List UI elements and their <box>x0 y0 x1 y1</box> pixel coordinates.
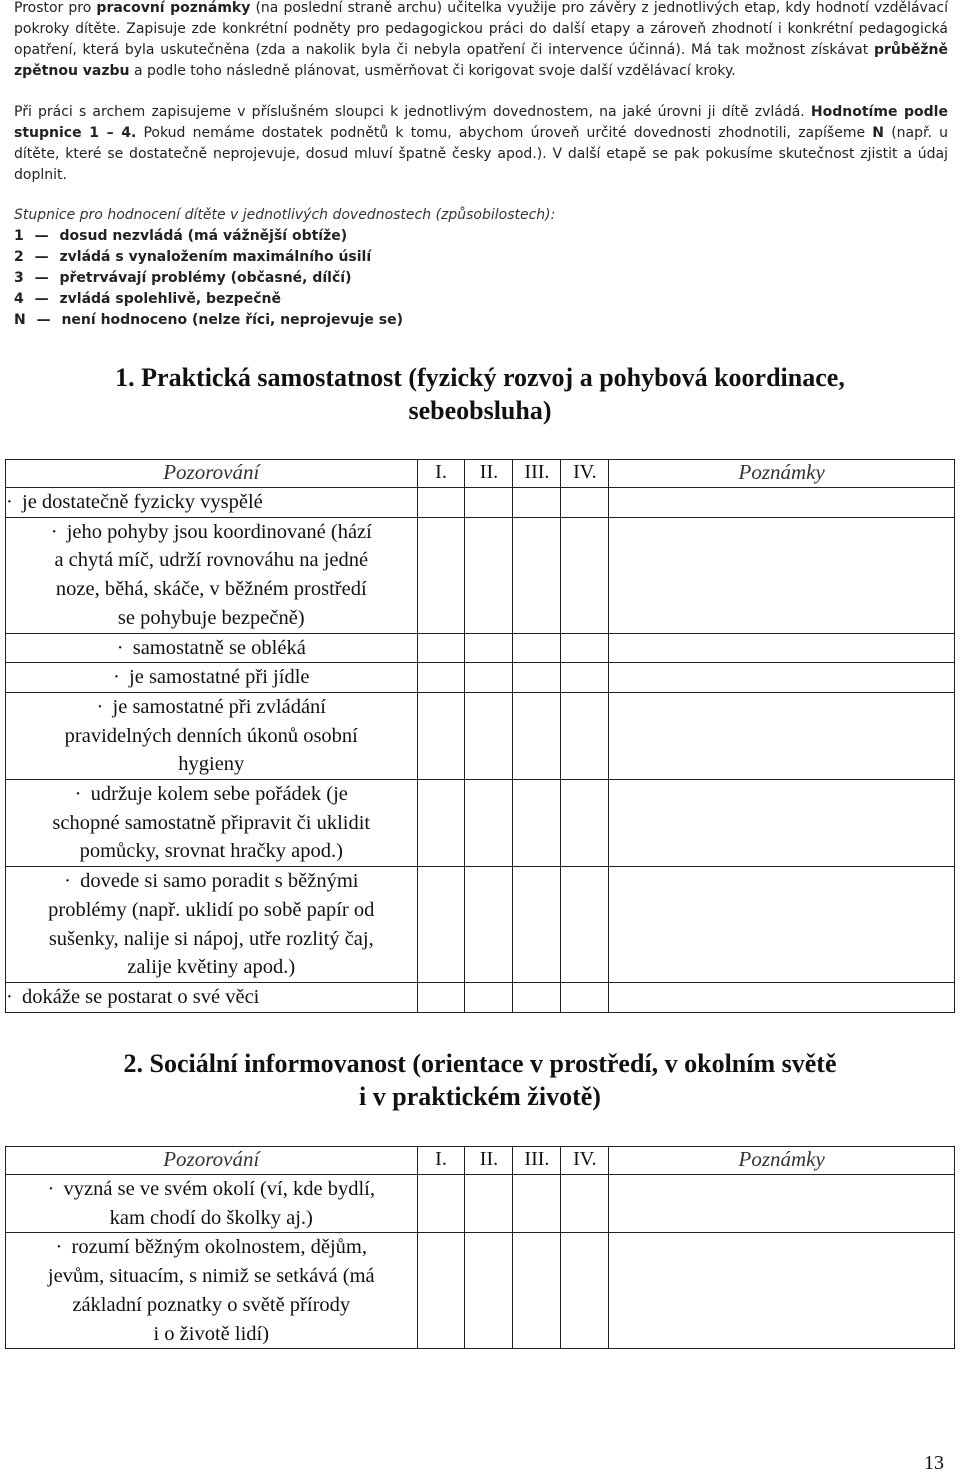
observation-line: se pohybuje bezpečně) <box>117 606 305 629</box>
observation-table-2 <box>5 1146 955 1349</box>
notes-cell[interactable] <box>609 517 955 633</box>
stage-3-cell[interactable] <box>513 780 561 867</box>
observation-cell <box>6 488 418 518</box>
header-stage-2: II. <box>465 1147 513 1175</box>
notes-cell[interactable] <box>609 982 955 1012</box>
table-row <box>6 780 955 867</box>
observation-line: noze, běhá, skáče, v běžném prostředí <box>55 578 367 601</box>
stage-4-cell[interactable] <box>561 692 609 779</box>
stage-1-cell[interactable] <box>417 663 465 693</box>
observation-cell <box>6 663 418 693</box>
intro-paragraph-notes <box>14 0 948 82</box>
stage-3-cell[interactable] <box>513 867 561 983</box>
observation-line: · jeho pohyby jsou koordinované (hází <box>6 518 417 547</box>
stage-1-cell[interactable] <box>417 692 465 779</box>
stage-4-cell[interactable] <box>561 517 609 633</box>
notes-cell[interactable] <box>609 663 955 693</box>
bullet-icon: · <box>96 695 104 718</box>
observation-cell <box>6 780 418 867</box>
bullet-icon: · <box>116 636 124 659</box>
intro-text: Pokud nemáme dostatek podnětů k tomu, abychom úroveň určité dovednosti zhodnotili, zapíšeme <box>136 125 873 141</box>
table-header-row <box>6 1147 955 1175</box>
bullet-icon: · <box>6 985 13 1008</box>
stage-4-cell[interactable] <box>561 1233 609 1349</box>
stage-3-cell[interactable] <box>513 517 561 633</box>
observation-cell <box>6 1233 418 1349</box>
observation-line: kam chodí do školky aj.) <box>109 1206 313 1229</box>
stage-1-cell[interactable] <box>417 1175 465 1233</box>
header-stage-3: III. <box>513 460 561 488</box>
section-2-title: 2. Sociální informovanost (orientace v prostředí, v okolním světě i v praktickém životě) <box>123 1049 837 1111</box>
table-row <box>6 663 955 693</box>
observation-cell <box>6 867 418 983</box>
stage-3-cell[interactable] <box>513 1175 561 1233</box>
stage-2-cell[interactable] <box>465 982 513 1012</box>
observation-line: pravidelných denních úkonů osobní <box>64 724 358 747</box>
intro-text: a podle toho následně plánovat, usměrňovat či korigovat svoje další vzdělávací kroky. <box>129 63 736 79</box>
table-row <box>6 633 955 663</box>
rating-scale <box>14 205 948 331</box>
observation-line: · je dostatečně fyzicky vyspělé <box>6 488 417 517</box>
scale-item: 3 — přetrvávají problémy (občasné, dílčí) <box>14 270 352 286</box>
stage-4-cell[interactable] <box>561 633 609 663</box>
stage-1-cell[interactable] <box>417 867 465 983</box>
bullet-icon: · <box>47 1178 55 1200</box>
stage-2-cell[interactable] <box>465 1175 513 1233</box>
bullet-icon: · <box>74 783 82 806</box>
observation-line: · je samostatné při jídle <box>6 663 417 692</box>
scale-item: 1 — dosud nezvládá (má vážnější obtíže) <box>14 228 348 244</box>
stage-2-cell[interactable] <box>465 780 513 867</box>
observation-line: pomůcky, srovnat hračky apod.) <box>79 840 343 863</box>
table-row <box>6 1175 955 1233</box>
table-row <box>6 1233 955 1349</box>
stage-1-cell[interactable] <box>417 982 465 1012</box>
bullet-icon: · <box>64 870 71 893</box>
header-stage-3: III. <box>513 1147 561 1175</box>
table-row <box>6 517 955 633</box>
stage-3-cell[interactable] <box>513 488 561 518</box>
header-stage-2: II. <box>465 460 513 488</box>
page-number: 13 <box>924 1452 944 1474</box>
observation-line: · dovede si samo poradit s běžnými <box>6 867 417 896</box>
observation-cell <box>6 633 418 663</box>
bullet-icon: · <box>55 1236 63 1259</box>
observation-line: hygieny <box>178 753 245 776</box>
stage-4-cell[interactable] <box>561 982 609 1012</box>
intro-bold: N <box>872 125 884 141</box>
observation-line: jevům, situacím, s nimiž se setkává (má <box>47 1265 375 1288</box>
stage-4-cell[interactable] <box>561 780 609 867</box>
table-row <box>6 982 955 1012</box>
observation-cell <box>6 1175 418 1233</box>
bullet-icon: · <box>113 666 120 689</box>
observation-table-1 <box>5 459 955 1013</box>
notes-cell[interactable] <box>609 867 955 983</box>
stage-2-cell[interactable] <box>465 663 513 693</box>
observation-line: · rozumí běžným okolnostem, dějům, <box>6 1233 417 1262</box>
table-row <box>6 692 955 779</box>
table-row <box>6 488 955 518</box>
bullet-icon: · <box>50 520 58 543</box>
notes-cell[interactable] <box>609 1175 955 1233</box>
intro-text: (na poslední straně archu) učitelka využije pro závěry z jednotlivých etap, kdy hodnotí vzdělávací pokroky dítěte. Zapisuje zde konkrétní podněty pro pedagogickou práci do další etapy a zároveň zhodnotí i konkrétní pedagogická opatření, která byla uskutečněna (zda a nakolik byla či nebyla opatření či intervence účinná). Má tak možnost získávat <box>14 0 948 58</box>
stage-2-cell[interactable] <box>465 517 513 633</box>
header-stage-1: I. <box>417 460 465 488</box>
observation-line: sušenky, nalije si nápoj, utře rozlitý čaj, <box>48 927 374 950</box>
header-observation: Pozorování <box>6 460 418 488</box>
stage-3-cell[interactable] <box>513 692 561 779</box>
stage-2-cell[interactable] <box>465 1233 513 1349</box>
stage-1-cell[interactable] <box>417 780 465 867</box>
stage-1-cell[interactable] <box>417 633 465 663</box>
stage-3-cell[interactable] <box>513 663 561 693</box>
intro-bold: Hodnotíme podle stupnice 1 – 4. <box>14 104 948 141</box>
stage-1-cell[interactable] <box>417 488 465 518</box>
bullet-icon: · <box>6 491 13 513</box>
observation-line: základní poznatky o světě přírody <box>72 1293 351 1316</box>
table-row <box>6 867 955 983</box>
observation-cell <box>6 692 418 779</box>
header-stage-1: I. <box>417 1147 465 1175</box>
notes-cell[interactable] <box>609 692 955 779</box>
header-notes: Poznámky <box>609 460 955 488</box>
notes-cell[interactable] <box>609 633 955 663</box>
stage-3-cell[interactable] <box>513 1233 561 1349</box>
intro-bold: průběžně zpětnou vazbu <box>14 42 948 79</box>
header-stage-4: IV. <box>561 1147 609 1175</box>
observation-line: · samostatně se obléká <box>6 634 417 663</box>
stage-4-cell[interactable] <box>561 1175 609 1233</box>
stage-2-cell[interactable] <box>465 633 513 663</box>
stage-4-cell[interactable] <box>561 488 609 518</box>
intro-text: Při práci s archem zapisujeme v příslušném sloupci k jednotlivým dovednostem, na jaké úrovni ji dítě zvládá. <box>14 104 811 120</box>
stage-1-cell[interactable] <box>417 1233 465 1349</box>
header-observation: Pozorování <box>6 1147 418 1175</box>
stage-2-cell[interactable] <box>465 488 513 518</box>
observation-cell <box>6 517 418 633</box>
intro-text: Prostor pro <box>14 0 97 16</box>
observation-line: problémy (např. uklidí po sobě papír od <box>48 898 375 921</box>
observation-line: schopné samostatně připravit či uklidit <box>52 811 371 834</box>
observation-line: i o životě lidí) <box>153 1322 270 1345</box>
intro-paragraph-evaluation <box>14 102 948 186</box>
stage-1-cell[interactable] <box>417 517 465 633</box>
observation-line: · udržuje kolem sebe pořádek (je <box>6 780 417 809</box>
scale-title: Stupnice pro hodnocení dítěte v jednotlivých dovednostech (způsobilostech): <box>14 207 556 223</box>
stage-4-cell[interactable] <box>561 867 609 983</box>
stage-3-cell[interactable] <box>513 982 561 1012</box>
observation-line: zalije květiny apod.) <box>127 956 296 979</box>
observation-line: · je samostatné při zvládání <box>6 693 417 722</box>
intro-text: (např. u dítěte, které se dostatečně neprojevuje, dosud mluví špatně česky apod.). V další etapě se pak pokusíme skutečnost zjistit a údaj doplnit. <box>14 125 949 183</box>
stage-2-cell[interactable] <box>465 867 513 983</box>
observation-line: · dokáže se postarat o své věci <box>6 983 417 1012</box>
observation-line: · vyzná se ve svém okolí (ví, kde bydlí, <box>6 1175 417 1204</box>
header-stage-4: IV. <box>561 460 609 488</box>
observation-line: a chytá míč, udrží rovnováhu na jedné <box>54 549 369 572</box>
section-1-title: 1. Praktická samostatnost (fyzický rozvoj a pohybová koordinace, sebeobsluha) <box>115 363 845 425</box>
observation-cell <box>6 982 418 1012</box>
stage-4-cell[interactable] <box>561 663 609 693</box>
notes-cell[interactable] <box>609 1233 955 1349</box>
notes-cell[interactable] <box>609 488 955 518</box>
table-header-row <box>6 460 955 488</box>
notes-cell[interactable] <box>609 780 955 867</box>
scale-item: 2 — zvládá s vynaložením maximálního úsilí <box>14 249 372 265</box>
header-notes: Poznámky <box>609 1147 955 1175</box>
scale-item: N — není hodnoceno (nelze říci, neprojevuje se) <box>14 312 403 328</box>
intro-bold: pracovní poznámky <box>96 0 251 16</box>
scale-item: 4 — zvládá spolehlivě, bezpečně <box>14 291 281 307</box>
stage-3-cell[interactable] <box>513 633 561 663</box>
stage-2-cell[interactable] <box>465 692 513 779</box>
